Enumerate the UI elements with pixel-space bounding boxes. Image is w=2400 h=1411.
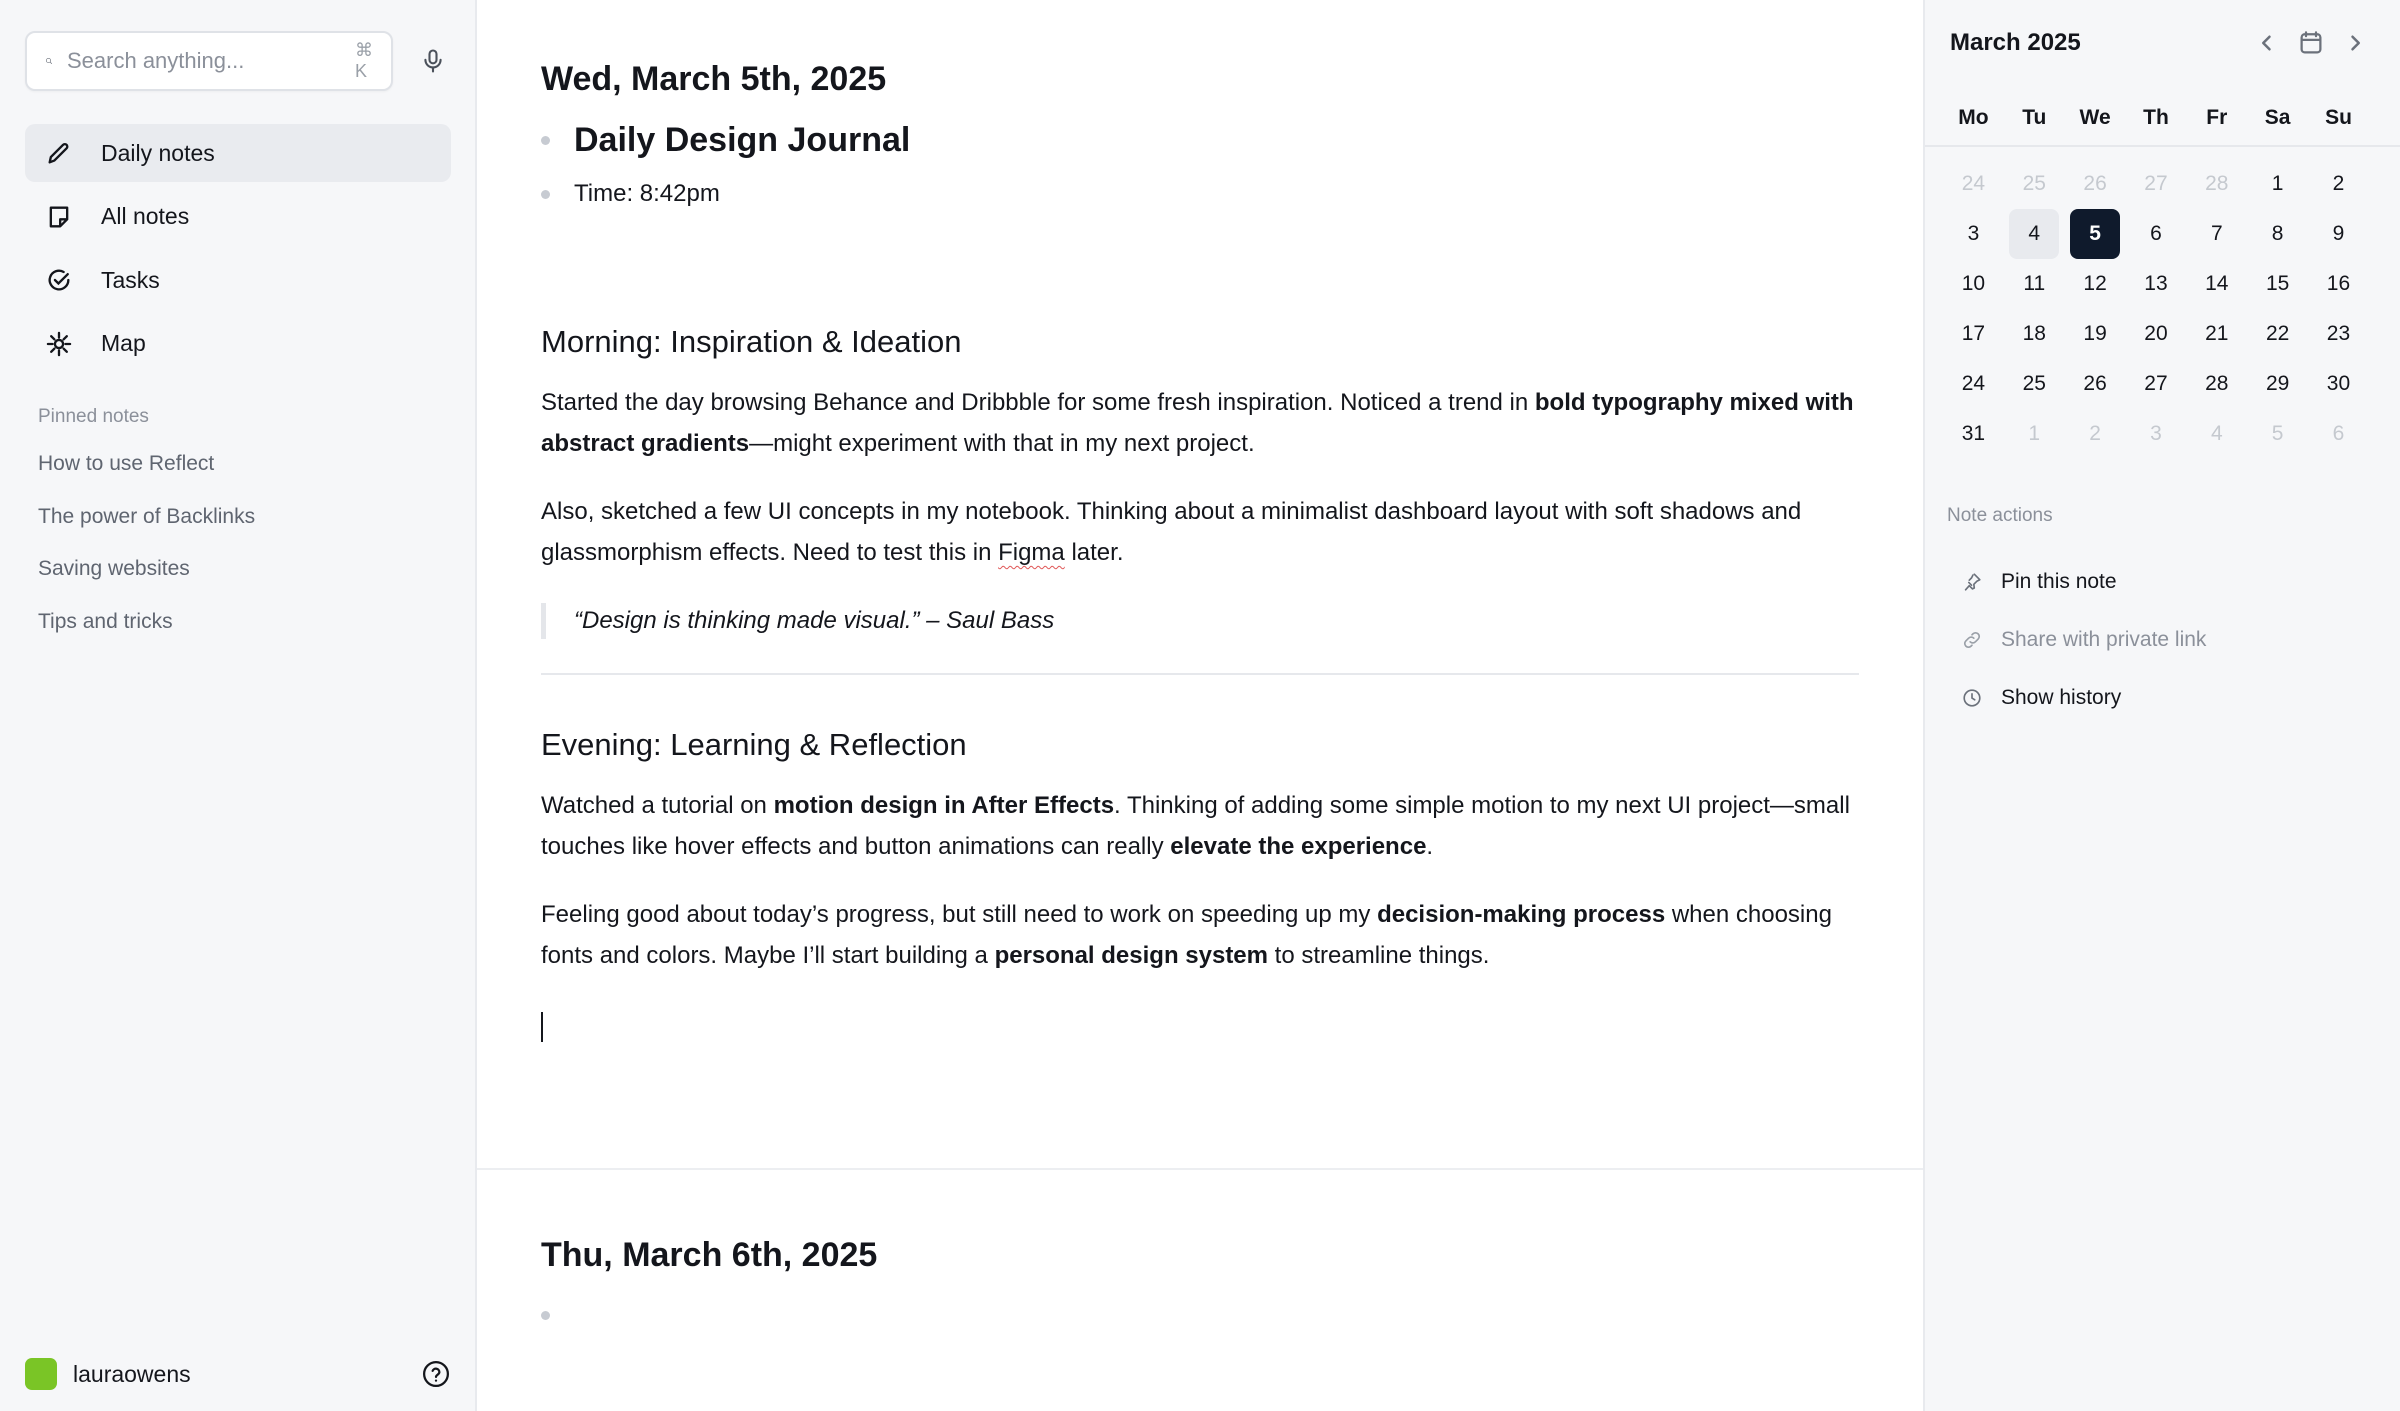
paragraph[interactable] bbox=[541, 894, 1859, 976]
calendar-day[interactable]: 12 bbox=[2083, 272, 2107, 295]
nav-item-daily-notes[interactable] bbox=[25, 124, 451, 182]
calendar-day[interactable]: 26 bbox=[2083, 372, 2107, 395]
map-icon bbox=[45, 330, 73, 358]
link-icon bbox=[1961, 629, 1983, 651]
calendar-day[interactable]: 23 bbox=[2326, 322, 2351, 345]
text-run: . bbox=[1426, 833, 1434, 860]
editor-area bbox=[477, 0, 1923, 1411]
text-run: Feeling good about today’s progress, but still need to work on speeding up my bbox=[541, 901, 1378, 928]
calendar-weekday-header bbox=[1943, 98, 2369, 138]
weekday-label: Th bbox=[2143, 106, 2169, 129]
avatar[interactable] bbox=[25, 1358, 57, 1390]
calendar-day[interactable]: 9 bbox=[2332, 222, 2345, 245]
check-circle-icon bbox=[45, 266, 73, 294]
calendar-day[interactable]: 31 bbox=[1961, 422, 1986, 445]
calendar-day[interactable]: 1 bbox=[2028, 422, 2041, 445]
search-shortcut: ⌘ K bbox=[355, 40, 373, 81]
calendar-day[interactable]: 18 bbox=[2022, 322, 2046, 345]
bullet-dot bbox=[541, 1311, 550, 1320]
search-icon bbox=[45, 48, 53, 74]
misspelled-word[interactable]: Figma bbox=[998, 539, 1065, 566]
calendar-week-row bbox=[1943, 209, 2369, 259]
calendar-day[interactable]: 16 bbox=[2326, 272, 2351, 295]
search-row bbox=[25, 31, 447, 91]
calendar-day[interactable]: 6 bbox=[2332, 422, 2345, 445]
calendar-day[interactable]: 27 bbox=[2144, 172, 2168, 195]
calendar-divider bbox=[1925, 145, 2400, 147]
chevron-right-icon[interactable] bbox=[2340, 28, 2370, 58]
nav-item-label: All notes bbox=[101, 203, 190, 229]
calendar-day[interactable]: 7 bbox=[2210, 222, 2223, 245]
nav-item-label: Tasks bbox=[101, 266, 160, 293]
main-nav bbox=[25, 124, 451, 378]
pinned-note-item[interactable]: How to use Reflect bbox=[38, 452, 215, 475]
calendar-day[interactable]: 17 bbox=[1961, 322, 1986, 345]
section-heading-evening: Evening: Learning & Reflection bbox=[541, 727, 967, 762]
weekday-label: Mo bbox=[1958, 106, 1989, 129]
pinned-note-item[interactable]: The power of Backlinks bbox=[38, 504, 256, 528]
clock-icon bbox=[1961, 687, 1983, 709]
text-run: . Thinking of adding some simple motion to my next UI project—small touches like hover effects and button animations can really bbox=[541, 792, 1850, 860]
weekday-label: Tu bbox=[2022, 106, 2047, 129]
calendar-day[interactable]: 26 bbox=[2083, 172, 2107, 195]
nav-item-all-notes[interactable] bbox=[25, 188, 451, 246]
time-text: Time: 8:42pm bbox=[574, 180, 720, 207]
calendar-day[interactable]: 10 bbox=[1961, 272, 1986, 295]
action-label: Show history bbox=[2001, 686, 2122, 709]
help-icon[interactable] bbox=[421, 1359, 451, 1389]
calendar-day[interactable]: 6 bbox=[2150, 222, 2162, 245]
search-input[interactable] bbox=[67, 48, 355, 74]
action-label: Pin this note bbox=[2001, 570, 2117, 593]
note-icon bbox=[45, 203, 73, 231]
bullet-dot bbox=[541, 136, 550, 145]
bullet-item[interactable] bbox=[541, 121, 1859, 160]
text-run: —might experiment with that in my next project. bbox=[749, 430, 1255, 457]
daily-note-march-5[interactable] bbox=[541, 60, 1859, 1042]
calendar-week-row bbox=[1943, 259, 2369, 309]
nav-item-label: Daily notes bbox=[101, 139, 215, 166]
journal-title: Daily Design Journal bbox=[574, 121, 911, 159]
calendar-day[interactable]: 28 bbox=[2205, 372, 2229, 395]
left-sidebar bbox=[0, 0, 477, 1411]
text-run: to streamline things. bbox=[1268, 942, 1490, 969]
calendar-day[interactable]: 14 bbox=[2205, 272, 2229, 295]
paragraph[interactable] bbox=[541, 785, 1859, 867]
show-history-action[interactable] bbox=[1961, 669, 2381, 727]
calendar-week-row bbox=[1943, 159, 2369, 209]
weekday-label: Sa bbox=[2264, 106, 2291, 129]
note-date-title: Wed, March 5th, 2025 bbox=[541, 60, 887, 98]
chevron-left-icon[interactable] bbox=[2252, 28, 2282, 58]
paragraph[interactable] bbox=[541, 382, 1859, 464]
calendar-day[interactable]: 3 bbox=[1967, 222, 1980, 245]
username[interactable]: lauraowens bbox=[73, 1360, 191, 1387]
text-run: later. bbox=[1064, 539, 1124, 566]
paragraph[interactable] bbox=[541, 491, 1859, 573]
weekday-label: Fr bbox=[2206, 106, 2228, 129]
pinned-note-item[interactable]: Saving websites bbox=[38, 557, 190, 580]
pinned-notes-list bbox=[38, 452, 255, 662]
calendar-month-title: March 2025 bbox=[1950, 29, 2081, 56]
bold-text: motion design in After Effects bbox=[773, 792, 1115, 819]
bold-text: decision-making process bbox=[1377, 901, 1666, 928]
pencil-icon bbox=[45, 139, 73, 167]
note-date-title: Thu, March 6th, 2025 bbox=[541, 1236, 878, 1274]
calendar-day[interactable]: 8 bbox=[2271, 222, 2284, 245]
calendar-day[interactable]: 5 bbox=[2271, 422, 2284, 445]
calendar-day[interactable]: 4 bbox=[2210, 422, 2223, 445]
share-link-action[interactable] bbox=[1961, 611, 2381, 669]
calendar-day[interactable]: 22 bbox=[2265, 322, 2290, 345]
calendar-day[interactable]: 19 bbox=[2083, 322, 2107, 345]
calendar-day-selected[interactable]: 5 bbox=[2070, 209, 2120, 259]
calendar-day[interactable]: 25 bbox=[2022, 372, 2046, 395]
note-actions-list bbox=[1961, 553, 2381, 727]
pinned-note-item[interactable]: Tips and tricks bbox=[38, 609, 173, 633]
calendar-week-row bbox=[1943, 359, 2369, 409]
day-separator bbox=[477, 1168, 1923, 1170]
calendar-day[interactable]: 30 bbox=[2326, 372, 2351, 395]
text-run: when choosing fonts and colors. Maybe I’ll start building a bbox=[541, 901, 1832, 969]
calendar-day[interactable]: 2 bbox=[2332, 172, 2345, 195]
text-caret[interactable] bbox=[541, 1012, 543, 1042]
calendar-day[interactable]: 11 bbox=[2023, 272, 2046, 295]
nav-item-tasks[interactable] bbox=[25, 251, 451, 309]
weekday-label: We bbox=[2079, 106, 2111, 129]
text-run: Started the day browsing Behance and Dribbble for some fresh inspiration. Noticed a trend in bbox=[541, 389, 1535, 416]
bullet-item[interactable] bbox=[541, 180, 1859, 208]
calendar-day[interactable]: 27 bbox=[2144, 372, 2168, 395]
daily-note-march-6[interactable] bbox=[541, 1236, 1859, 1320]
nav-item-label: Map bbox=[101, 330, 146, 356]
calendar-day[interactable]: 24 bbox=[1961, 372, 1986, 395]
nav-item-map[interactable] bbox=[25, 315, 451, 373]
calendar-day[interactable]: 25 bbox=[2022, 172, 2046, 195]
calendar-week-row bbox=[1943, 409, 2369, 459]
divider bbox=[541, 673, 1859, 675]
blockquote[interactable]: “Design is thinking made visual.” – Saul Bass bbox=[541, 603, 1859, 639]
note-actions-heading: Note actions bbox=[1947, 505, 2053, 526]
user-row bbox=[25, 1358, 451, 1390]
bold-text: personal design system bbox=[994, 942, 1268, 969]
microphone-icon[interactable] bbox=[419, 47, 447, 75]
bullet-item[interactable] bbox=[541, 1311, 1859, 1320]
calendar-day[interactable]: 1 bbox=[2271, 172, 2284, 195]
pin-icon bbox=[1961, 571, 1983, 593]
calendar-header bbox=[1950, 28, 2370, 58]
calendar-day[interactable]: 4 bbox=[2009, 209, 2059, 259]
right-panel bbox=[1923, 0, 2400, 1411]
calendar-day[interactable]: 3 bbox=[2150, 422, 2162, 445]
calendar-day[interactable]: 13 bbox=[2144, 272, 2168, 295]
section-heading-morning: Morning: Inspiration & Ideation bbox=[541, 324, 962, 359]
pinned-notes-heading: Pinned notes bbox=[38, 406, 149, 427]
calendar-days-grid bbox=[1943, 159, 2369, 459]
calendar-day[interactable]: 2 bbox=[2089, 422, 2101, 445]
text-run: Watched a tutorial on bbox=[541, 792, 774, 819]
calendar-day[interactable]: 20 bbox=[2144, 322, 2168, 345]
calendar-day[interactable]: 24 bbox=[1961, 172, 1986, 195]
calendar-today-icon[interactable] bbox=[2296, 28, 2326, 58]
search-box[interactable] bbox=[25, 31, 393, 91]
action-label: Share with private link bbox=[2001, 628, 2207, 651]
weekday-label: Su bbox=[2325, 106, 2352, 129]
bold-text: elevate the experience bbox=[1170, 833, 1427, 860]
bullet-dot bbox=[541, 190, 550, 199]
calendar-week-row bbox=[1943, 309, 2369, 359]
calendar-day[interactable]: 21 bbox=[2205, 322, 2229, 345]
text-run: Also, sketched a few UI concepts in my notebook. Thinking about a minimalist dashboard layout with soft shadows and glassmorphism effects. Need to test this in bbox=[541, 498, 1802, 566]
calendar-day[interactable]: 28 bbox=[2205, 172, 2229, 195]
calendar-day[interactable]: 15 bbox=[2265, 272, 2290, 295]
bold-text: bold typography mixed with abstract gradients bbox=[541, 389, 1854, 457]
calendar-day[interactable]: 29 bbox=[2265, 372, 2290, 395]
pin-note-action[interactable] bbox=[1961, 553, 2381, 611]
